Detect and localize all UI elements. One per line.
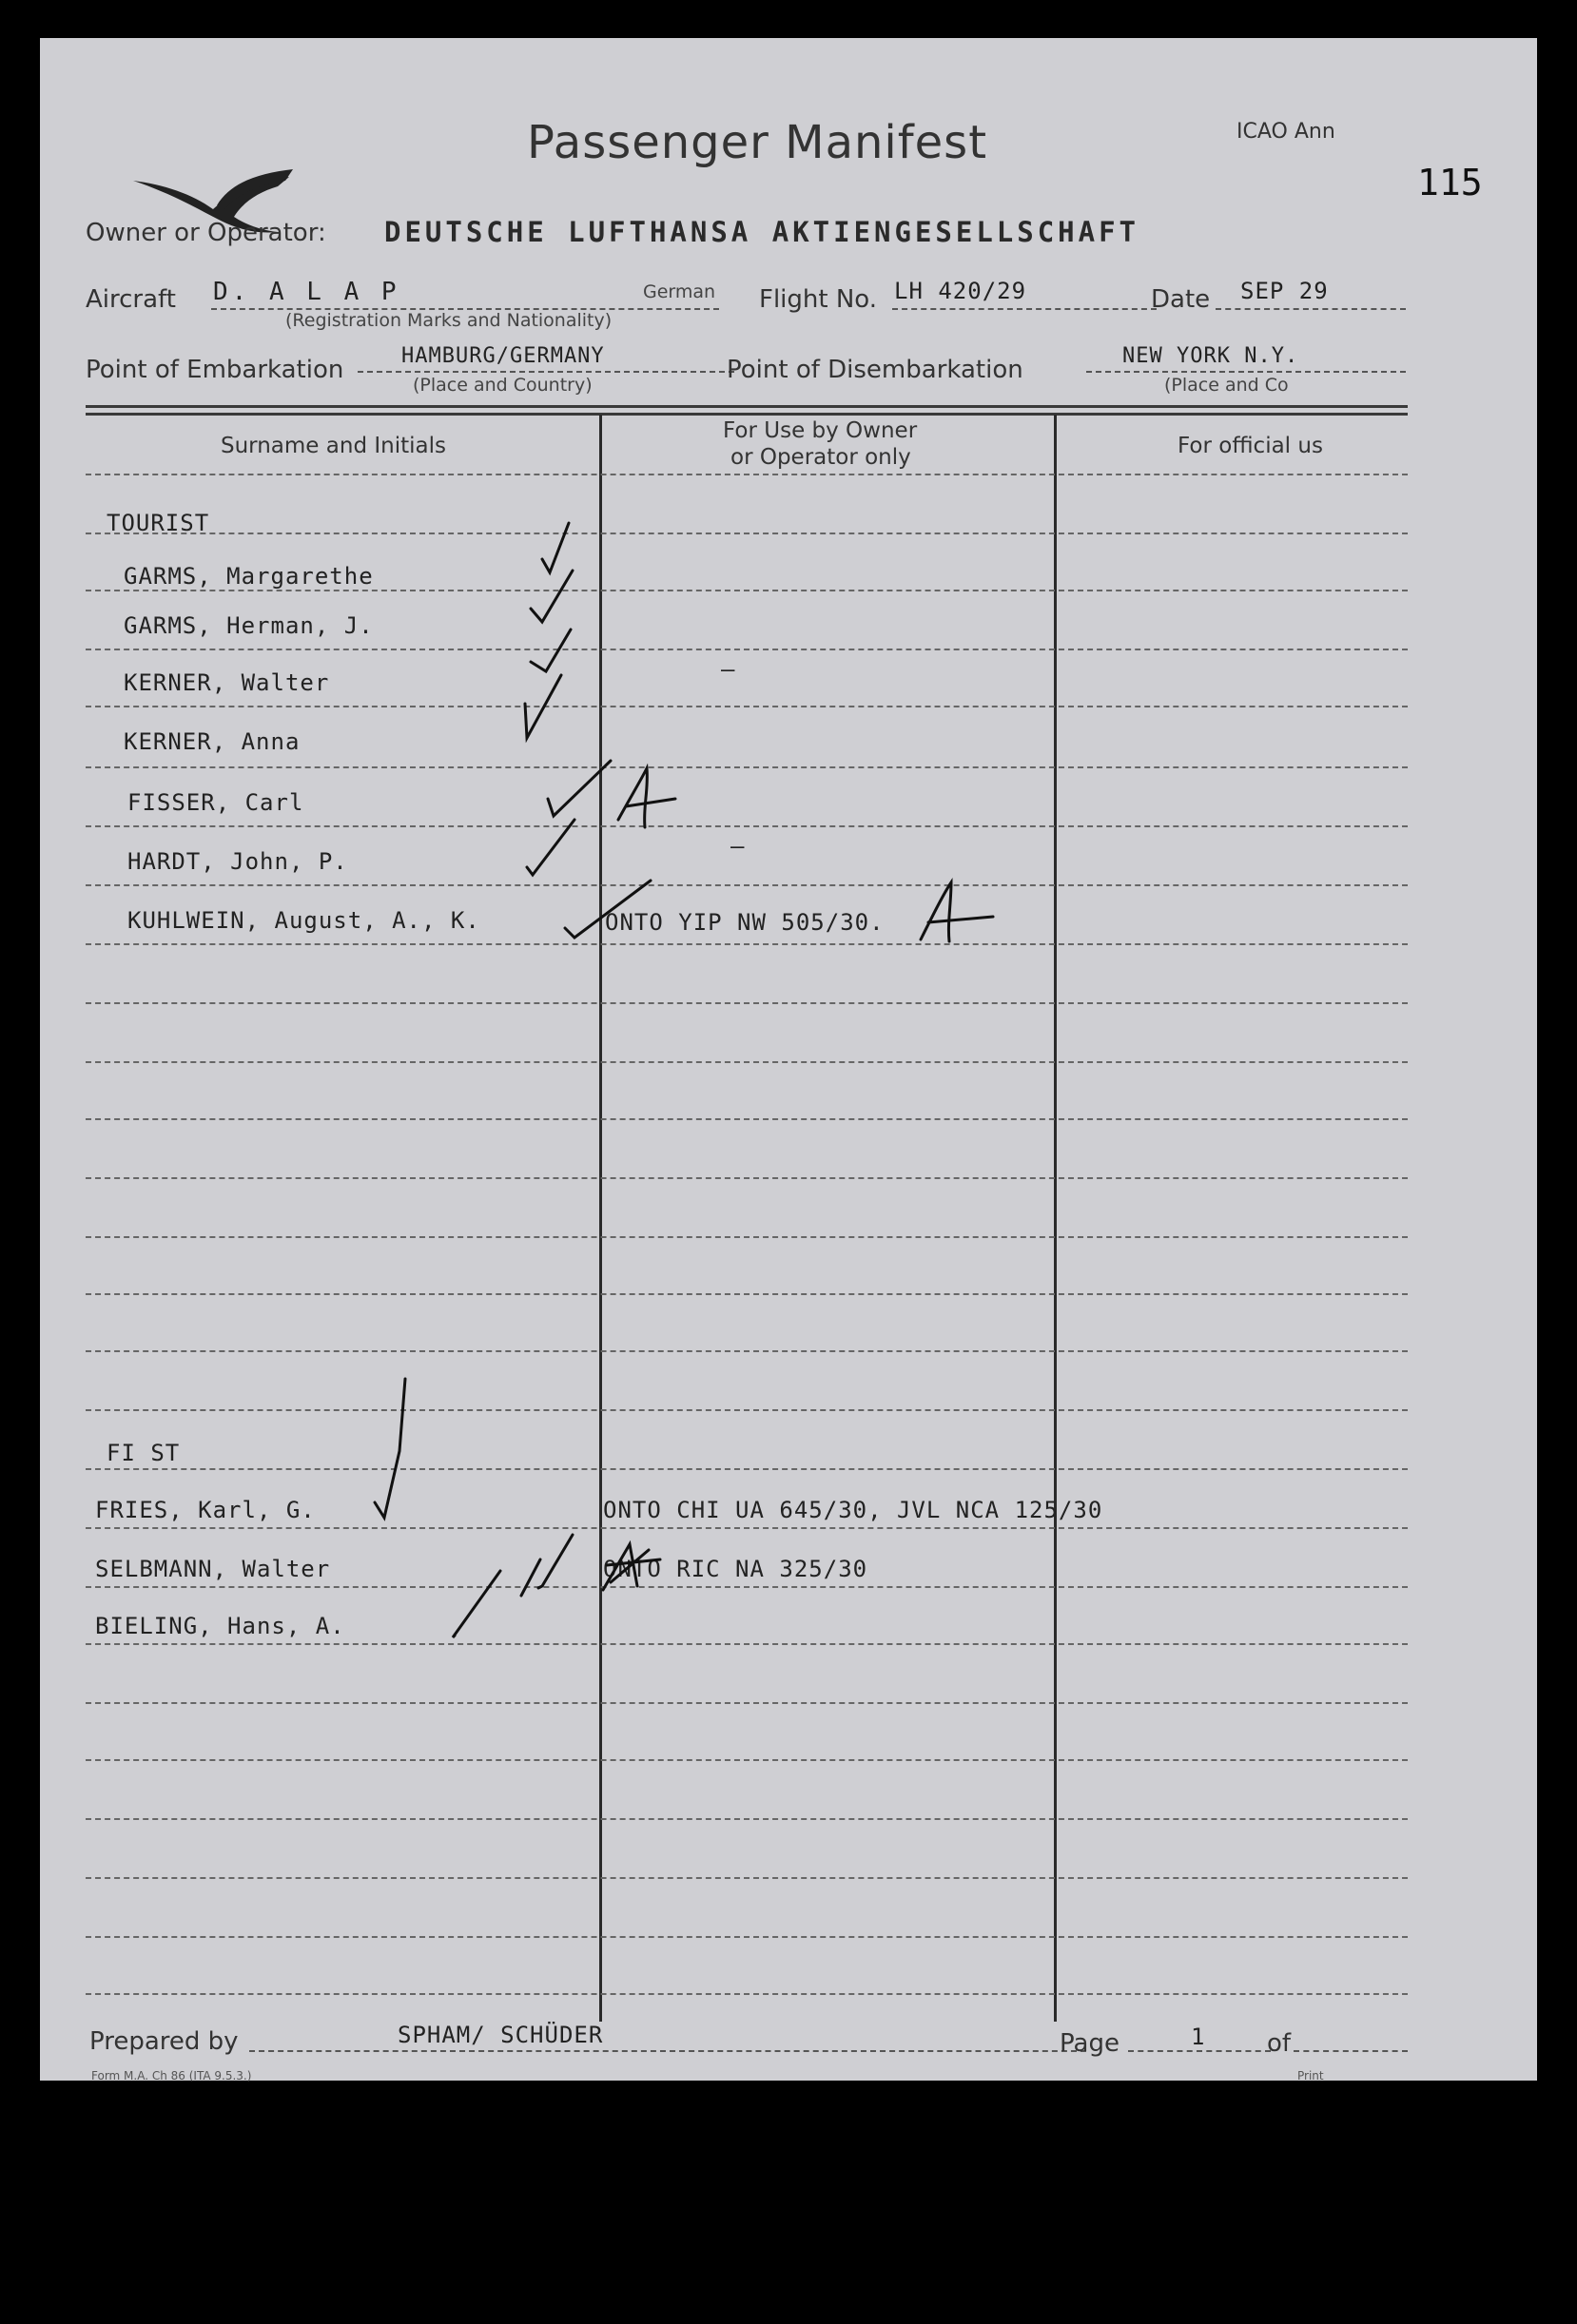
form-code: Form M.A. Ch 86 (ITA 9.5.3.): [91, 2069, 252, 2082]
checkmark-icon: [375, 1379, 405, 1518]
date-label: Date: [1151, 285, 1211, 314]
print-note: Print: [1297, 2069, 1324, 2082]
sheet-number: 115: [1417, 162, 1483, 203]
passenger-name: KUHLWEIN, August, A., K.: [127, 907, 480, 934]
operator-label: Owner or Operator:: [86, 219, 326, 247]
checkmark-icon: [521, 1535, 573, 1596]
page-value: 1: [1191, 2024, 1206, 2050]
passenger-name: FISSER, Carl: [127, 789, 304, 816]
operator-value: DEUTSCHE LUFTHANSA AKTIENGESELLSCHAFT: [384, 216, 1140, 248]
flight-label: Flight No.: [759, 285, 878, 314]
passenger-name: BIELING, Hans, A.: [95, 1613, 345, 1639]
checkmark-icon: [565, 881, 651, 938]
passenger-name: GARMS, Margarethe: [124, 563, 374, 590]
passenger-name: SELBMANN, Walter: [95, 1556, 331, 1582]
passenger-name: KERNER, Walter: [124, 669, 330, 696]
disembarkation-caption: (Place and Co: [1164, 375, 1289, 396]
checkmark-icon: [527, 820, 574, 875]
date-value: SEP 29: [1240, 278, 1329, 304]
owner-note: ONTO RIC NA 325/30: [603, 1556, 868, 1582]
embarkation-label: Point of Embarkation: [86, 356, 344, 384]
owner-note: ONTO CHI UA 645/30, JVL NCA 125/30: [603, 1497, 1103, 1523]
column-surname: Surname and Initials: [221, 434, 446, 458]
prepared-by-label: Prepared by: [89, 2027, 239, 2056]
checkmark-icon: [548, 761, 611, 816]
passenger-name: HARDT, John, P.: [127, 848, 348, 875]
aircraft-caption: (Registration Marks and Nationality): [285, 310, 613, 331]
aircraft-label: Aircraft: [86, 285, 176, 314]
manifest-page: [40, 38, 1537, 2081]
owner-note: ONTO YIP NW 505/30.: [605, 909, 885, 936]
of-label: of: [1267, 2029, 1292, 2058]
column-official: For official us: [1178, 434, 1323, 458]
initial-mark-icon: [603, 1544, 660, 1590]
initial-mark-icon: [618, 768, 675, 827]
column-owner-use-1: For Use by Owner: [723, 418, 918, 443]
initial-mark-icon: [921, 882, 993, 941]
owner-note: —: [730, 833, 746, 860]
page-title: Passenger Manifest: [527, 116, 988, 169]
section-tourist: TOURIST: [107, 510, 210, 536]
aircraft-value: D. A L A P: [213, 278, 400, 306]
checkmark-icon: [531, 571, 573, 622]
aircraft-nationality: German: [643, 281, 716, 302]
prepared-by-value: SPHAM/ SCHÜDER: [398, 2022, 604, 2048]
checkmark-icon: [531, 629, 571, 671]
passenger-name: KERNER, Anna: [124, 728, 301, 755]
column-owner-use-2: or Operator only: [730, 445, 911, 470]
disembarkation-value: NEW YORK N.Y.: [1122, 344, 1299, 368]
embarkation-value: HAMBURG/GERMANY: [401, 344, 605, 368]
section-first: FI ST: [107, 1440, 181, 1466]
passenger-name: GARMS, Herman, J.: [124, 612, 374, 639]
page-label: Page: [1060, 2029, 1119, 2058]
passenger-name: FRIES, Karl, G.: [95, 1497, 316, 1523]
handwritten-marks: [40, 38, 1537, 2081]
checkmark-icon: [525, 675, 561, 738]
icao-annex-label: ICAO Ann: [1236, 120, 1335, 144]
embarkation-caption: (Place and Country): [413, 375, 593, 396]
checkmark-icon: [542, 523, 569, 572]
owner-note: —: [721, 656, 736, 683]
checkmark-icon: [453, 1571, 500, 1637]
disembarkation-label: Point of Disembarkation: [727, 356, 1023, 384]
flight-value: LH 420/29: [894, 278, 1027, 304]
